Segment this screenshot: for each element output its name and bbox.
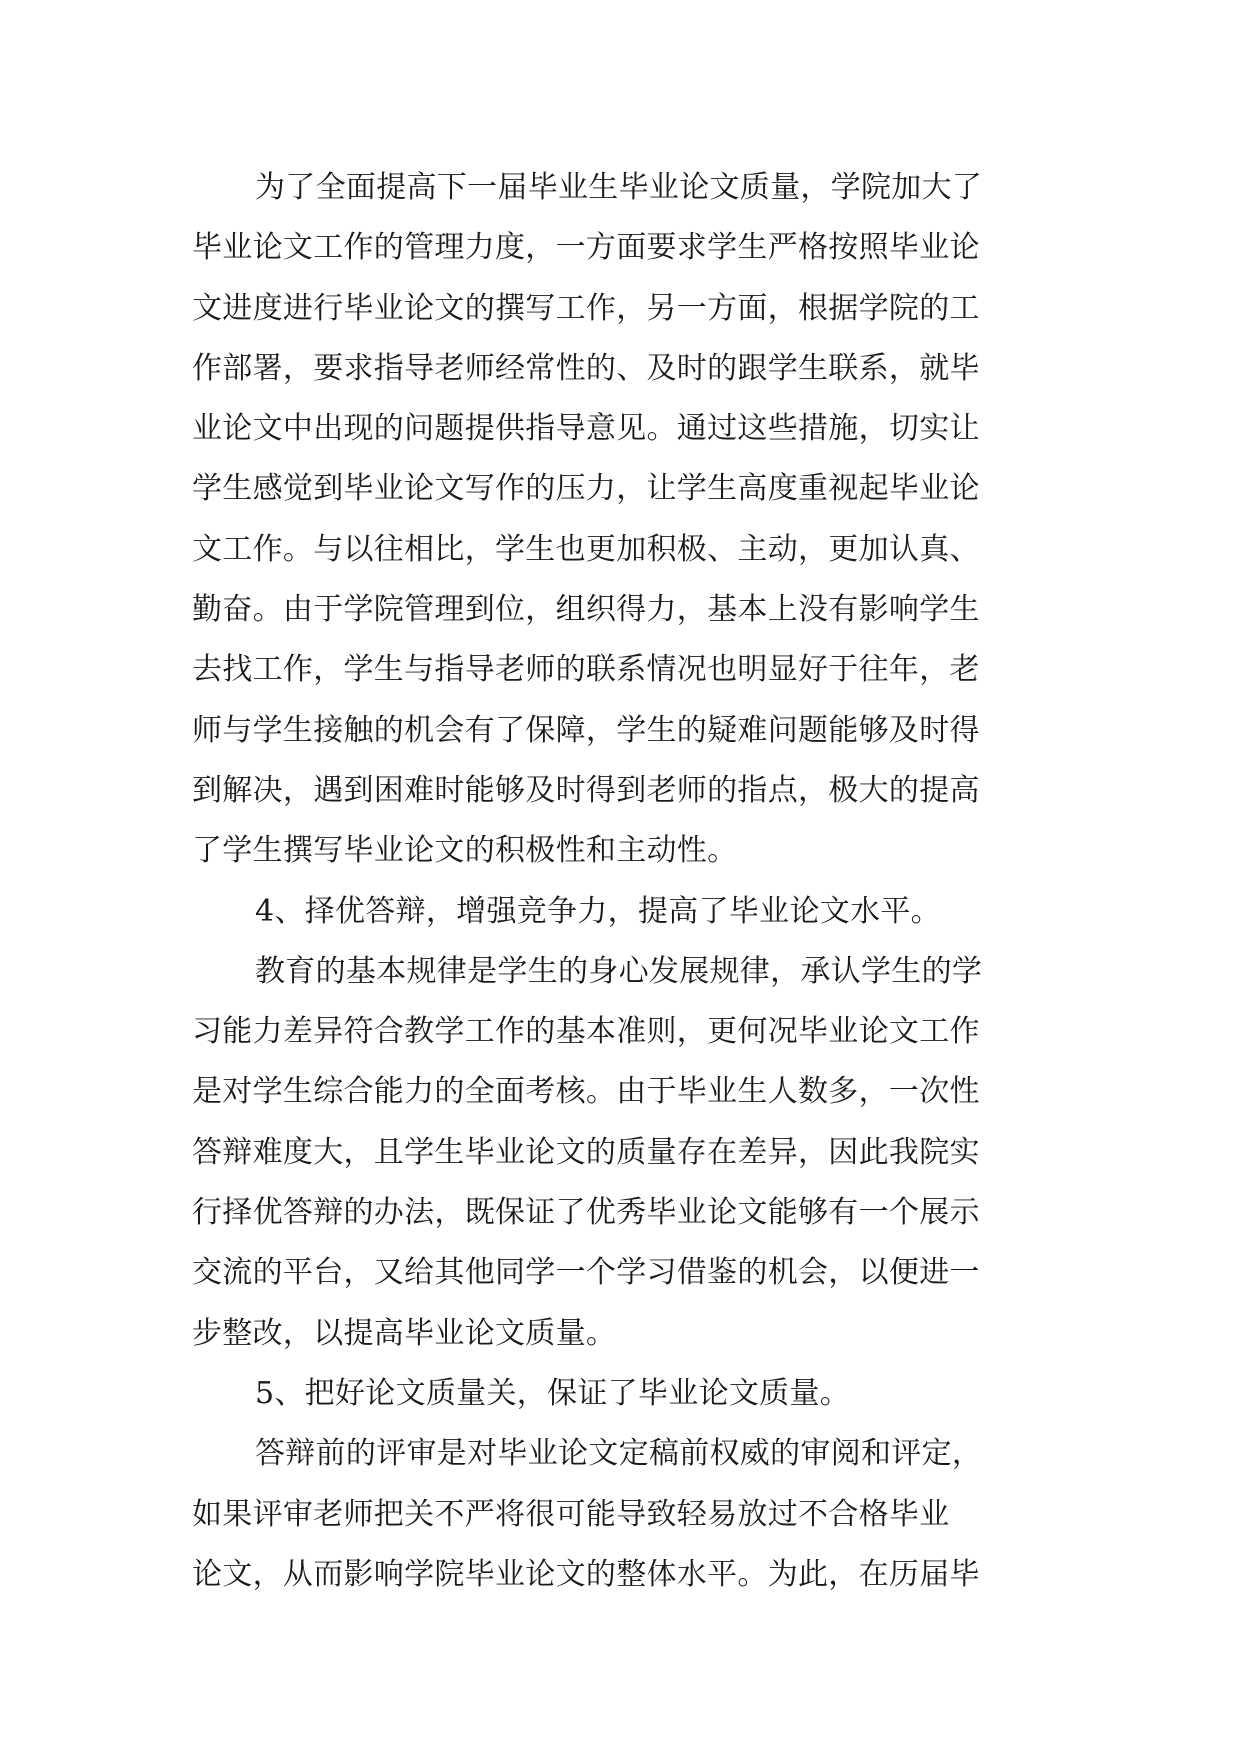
body-text: [192, 158, 1062, 1605]
section-heading: 5、把好论文质量关，保证了毕业论文质量。: [255, 1375, 851, 1411]
paragraph-line: 为了全面提高下一届毕业生毕业论文质量，学院加大了: [255, 170, 983, 205]
paragraph-line: 到解决，遇到困难时能够及时得到老师的指点，极大的提高: [192, 772, 980, 808]
paragraph-line: 文进度进行毕业论文的撰写工作，另一方面，根据学院的工: [192, 290, 980, 326]
paragraph-line: 答辩前的评审是对毕业论文定稿前权威的审阅和评定，: [255, 1436, 983, 1472]
paragraph-line: 毕业论文工作的管理力度，一方面要求学生严格按照毕业论: [192, 230, 980, 266]
paragraph-line: 交流的平台，又给其他同学一个学习借鉴的机会，以便进一: [192, 1255, 980, 1291]
paragraph-line: 学生感觉到毕业论文写作的压力，让学生高度重视起毕业论: [192, 471, 980, 507]
paragraph-line: 文工作。与以往相比，学生也更加积极、主动，更加认真、: [192, 531, 980, 567]
paragraph-line: 步整改，以提高毕业论文质量。: [192, 1315, 617, 1351]
paragraph-line: 如果评审老师把关不严将很可能导致轻易放过不合格毕业: [192, 1496, 950, 1532]
paragraph-line: 勤奋。由于学院管理到位，组织得力，基本上没有影响学生: [192, 592, 980, 628]
paragraph-line: 师与学生接触的机会有了保障，学生的疑难问题能够及时得: [192, 712, 980, 748]
paragraph-line: 习能力差异符合教学工作的基本准则，更何况毕业论文工作: [192, 1014, 980, 1050]
paragraph-line: 了学生撰写毕业论文的积极性和主动性。: [192, 833, 738, 869]
paragraph-line: 去找工作，学生与指导老师的联系情况也明显好于往年，老: [192, 652, 980, 688]
paragraph-line: 行择优答辩的办法，既保证了优秀毕业论文能够有一个展示: [192, 1195, 980, 1231]
paragraph-line: 答辩难度大，且学生毕业论文的质量存在差异，因此我院实: [192, 1134, 980, 1170]
paragraph-line: 业论文中出现的问题提供指导意见。通过这些措施，切实让: [192, 411, 980, 447]
paragraph-line: 作部署，要求指导老师经常性的、及时的跟学生联系，就毕: [192, 350, 980, 386]
paragraph-line: 教育的基本规律是学生的身心发展规律，承认学生的学: [255, 953, 983, 989]
paragraph-line: 是对学生综合能力的全面考核。由于毕业生人数多，一次性: [192, 1074, 980, 1110]
paragraph-line: 论文，从而影响学院毕业论文的整体水平。为此，在历届毕: [192, 1556, 980, 1592]
section-heading: 4、择优答辩，增强竞争力，提高了毕业论文水平。: [255, 893, 941, 929]
